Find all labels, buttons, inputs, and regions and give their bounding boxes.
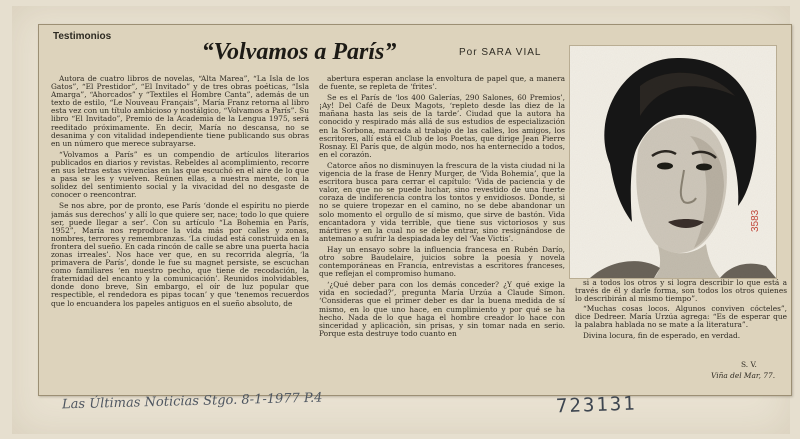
article-column-2 bbox=[319, 75, 565, 391]
article-headline: “Volvamos a París” bbox=[201, 39, 397, 65]
paragraph: ‘¿Qué deber para con los demás conceder? ¿Y qué exige la vida en sociedad?’, pregunta María Urzúa a Claude Simon. ‘Consideras que el primer deber es dar la buena medida de sí mismo, en lo que uno hace, en cumplimiento y por qué se ha hecho. Nada de lo que haga el hombre creador lo hace con sinceridad y aplicación, sin prisas, y sin tomar nada en serio. Porque esta destruye todo cuanto en bbox=[319, 280, 565, 338]
paragraph: “Muchas cosas locos. Algunos conviven cócteles”, dice Dedreer. María Urzúa agrega: “Es de esperar que la palabra hablada no se mate a la literatura”. bbox=[575, 304, 787, 330]
article-dateline: Viña del Mar, 77. bbox=[711, 371, 776, 380]
article-column-3 bbox=[575, 279, 787, 369]
portrait-of-woman-icon bbox=[570, 46, 776, 278]
margin-stamp-number: 3583 bbox=[750, 209, 761, 232]
paragraph: Se nos abre, por de pronto, ese París ‘donde el espíritu no pierde jamás sus derechos’ y allí lo que quiere ser, nace; todo lo que quiere ser, puede llegar a ser’. Con su artículo “La Bohemia en París, 1952”, María nos reproduce la vida más por calles y zonas, nombres, terrores y remembranzas. ‘La ciudad está construida en la frontera del sueño. En cada rincón de calle se abre una puerta hacia zonas irreales’. Nos hace ver que, en su recorrida alegría, ‘la primavera de París’, donde le fue su magnet persiste, se escuchan como familiares ‘en nuestro pecho, que tiene de recodación, la fraternidad del encanto y la comunicación’. Reunidos inolvidables, donde dono breve, Sin embargo, el oír de luz popular que respectible, el rendedora es pipas tocan’ y que ‘tenemos recuerdos que lo encuandera los papeles antiguos en el sueño absoluto, de bbox=[51, 201, 309, 308]
paragraph: Autora de cuatro libros de novelas, “Alta Marea”, “La Isla de los Gatos”, “El Prestidor”, “El Invitado” y de tres obras poéticas, “Isla Amarga”, “Ahorcados” y “Textiles el Hombre Canta”, además de un texto de estilo, “Le Nouveau Français”, María Franz retorna al libro esta vez con un título ambicioso y nostálgico, “Volvamos a París”. Su libro “El Invitado”, Premio de la Academia de la Lengua 1975, será reeditado próximamente. En decir, María no descansa, no se desanima y con vitalidad independiente tiene publicando sus obras en un número que merece subrayarse. bbox=[51, 75, 309, 148]
paragraph: Divina locura, fin de esperado, en verdad. bbox=[583, 330, 741, 340]
paragraph: si a todos los otros y si logra describir lo que está a través de él y darle forma, son todos los otros quienes lo describirán al mismo tiempo”. bbox=[575, 279, 787, 304]
paragraph: Hay un ensayo sobre la influencia francesa en Rubén Darío, otro sobre Baudelaire, juicios sobre la poesía y novela contemporáneas en Francia, entrevistas a escritores franceses, que reflejan el compromiso humano. bbox=[319, 244, 565, 279]
section-label: Testimonios bbox=[53, 31, 112, 42]
archive-catalog-number: 723131 bbox=[555, 392, 637, 418]
paragraph: Se es el París de ‘los 400 Galerías, 290 Salones, 60 Premios’, ¡Ay! Del Café de Deux Magots, ‘repleto desde las diez de la mañana hasta las seis de la tarde’. Ciudad que la autora ha conocido y respirado más allá de sus estudios de especialización en la Sorbona, marcada al trabajo de las calles, los amigos, los escritores, allí está el Club de los Poetas, que dirige Jean Pierre Rosnay. El París que, de algún modo, nos ha enternecido a todos, en el corazón. bbox=[319, 93, 565, 159]
handwritten-source-note: Las Últimas Noticias Stgo. 8-1-1977 P.4 bbox=[61, 390, 323, 413]
paragraph: Catorce años no disminuyen la frescura de la vista ciudad ni la vigencia de la frase de Henry Murger, de ‘Vida Bohemia’, que la escritora busca para cerrar el capítulo: ‘Vida de paciencia y de valor, en que no se puede luchar, sino revestido de una fuerte coraza de indiferencia contra los tontos y envidiosos. Donde, si no se quiere tropezar en el camino, no se debe abandonar un solo momento el orgullo de sí mismo, que sirve de bastón. Vida encantadora y vida terrible, que tiene sus victoriosos y sus mártires y en la cual no se debe entrar, sino resignándose de antemano a sufrir la despiadada ley del ‘Vae Victis’. bbox=[319, 160, 565, 243]
paragraph: abertura esperan anclase la envoltura de papel que, a manera de fuente, se repleta de ‘frites’. bbox=[319, 75, 565, 92]
article-column-1 bbox=[51, 75, 309, 391]
article-byline: Por SARA VIAL bbox=[459, 47, 542, 58]
newspaper-clipping bbox=[38, 24, 792, 396]
archive-sheet bbox=[12, 6, 790, 434]
author-initials: S. V. bbox=[741, 360, 757, 369]
paragraph: “Volvamos a París” es un compendio de artículos literarios publicados en diarios y revistas. Rebeldes al acomplimiento, recorre en sus letras estas vivencias en las que escuchó en el aire de lo que a pasa se les y vuelven. Reúnen ellas, a nuestra mente, con la solidez del sentimiento social y la vivacidad del no desgaste de conocer o reencontrar. bbox=[51, 149, 309, 200]
author-portrait-photo bbox=[569, 45, 777, 279]
